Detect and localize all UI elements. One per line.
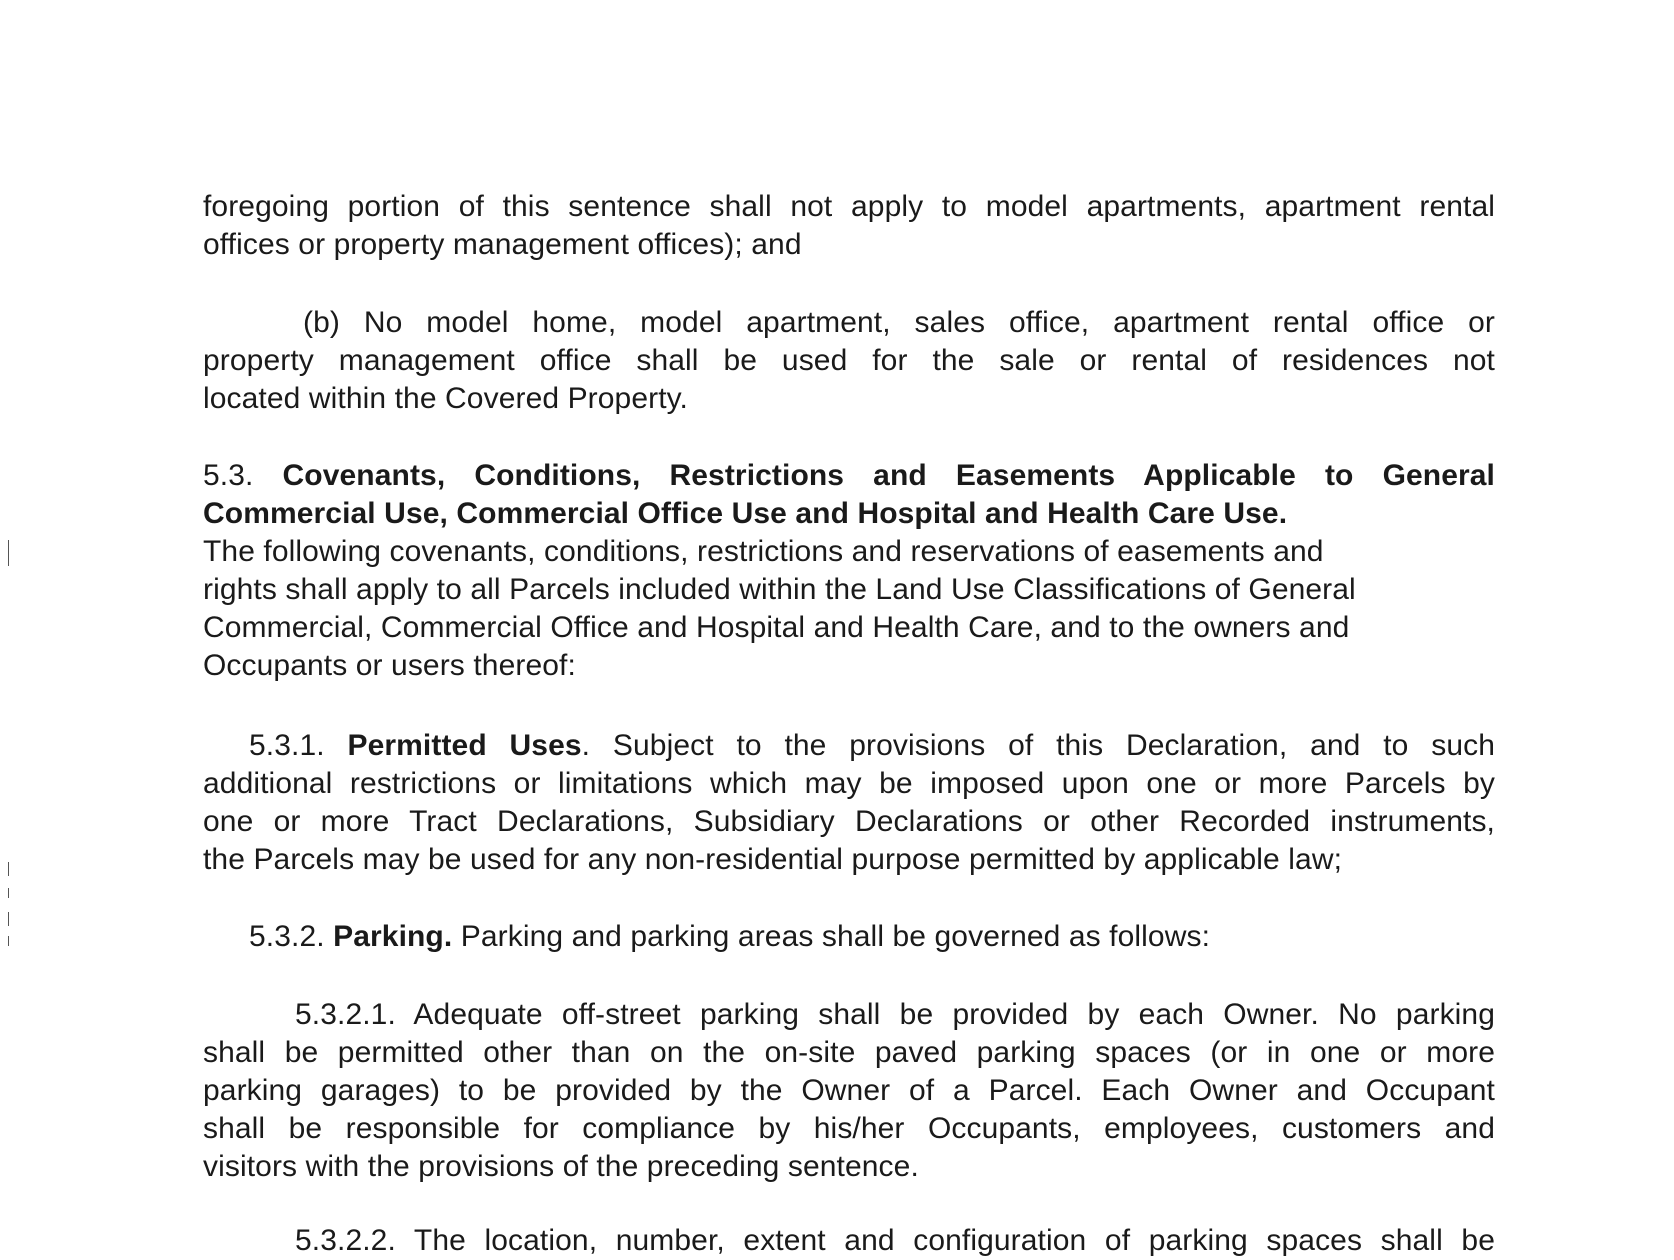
- text-line: additional restrictions or limitations which may be imposed upon one or more Parcels by: [203, 767, 1495, 800]
- text-line: . Subject to the provisions of this Declaration, and to such: [581, 729, 1495, 762]
- text-line: rights shall apply to all Parcels included within the Land Use Classifications of General: [203, 573, 1356, 606]
- text-line: foregoing portion of this sentence shall not apply to model apartments, apartment rental: [203, 190, 1495, 223]
- text-line: parking garages) to be provided by the Owner of a Parcel. Each Owner and Occupant: [203, 1074, 1495, 1107]
- paragraph-b: [203, 304, 1495, 418]
- text-line: one or more Tract Declarations, Subsidiary Declarations or other Recorded instruments,: [203, 805, 1495, 838]
- text-line: 5.3.2.1. Adequate off-street parking shall be provided by each Owner. No parking: [295, 998, 1495, 1031]
- margin-mark: [8, 540, 9, 566]
- text-line: Parking and parking areas shall be governed as follows:: [460, 920, 1211, 953]
- section-number: 5.3.2.: [249, 920, 325, 953]
- continuation-paragraph: [203, 188, 1495, 264]
- text-line: offices or property management offices); and: [203, 228, 802, 261]
- text-line: The following covenants, conditions, restrictions and reservations of easements and: [203, 535, 1324, 568]
- section-5-3-2: [203, 918, 1495, 956]
- text-line: property management office shall be used for the sale or rental of residences not: [203, 344, 1495, 377]
- section-heading-text: Permitted Uses: [347, 729, 582, 762]
- text-line: (b) No model home, model apartment, sales office, apartment rental office or: [303, 306, 1495, 339]
- text-line: 5.3.2.2. The location, number, extent and configuration of parking spaces shall be: [295, 1224, 1495, 1257]
- section-heading-text: Parking.: [333, 920, 453, 953]
- text-line: shall be responsible for compliance by his/her Occupants, employees, customers and: [203, 1112, 1495, 1145]
- section-5-3-2-1: [203, 996, 1495, 1186]
- section-heading: [203, 918, 1495, 956]
- section-heading: [203, 457, 1495, 495]
- margin-mark: [8, 936, 9, 946]
- text-line: the Parcels may be used for any non-residential purpose permitted by applicable law;: [203, 843, 1343, 876]
- section-5-3-1: [203, 727, 1495, 879]
- margin-mark: [8, 862, 9, 876]
- margin-mark: [8, 912, 9, 926]
- section-5-3: [203, 457, 1495, 685]
- section-5-3-2-2-partial: [203, 1222, 1495, 1260]
- section-heading: [203, 727, 1495, 765]
- section-number: 5.3.: [203, 459, 254, 492]
- margin-mark: [8, 888, 9, 898]
- section-number: 5.3.1.: [249, 729, 325, 762]
- text-line: Commercial, Commercial Office and Hospital and Health Care, and to the owners and: [203, 611, 1350, 644]
- text-line: located within the Covered Property.: [203, 382, 688, 415]
- text-line: shall be permitted other than on the on-site paved parking spaces (or in one or more: [203, 1036, 1495, 1069]
- section-heading-text: Covenants, Conditions, Restrictions and Easements Applicable to General: [282, 459, 1495, 492]
- section-heading-text: Commercial Use, Commercial Office Use and Hospital and Health Care Use.: [203, 497, 1288, 530]
- text-line: Occupants or users thereof:: [203, 649, 576, 682]
- text-line: visitors with the provisions of the preceding sentence.: [203, 1150, 919, 1183]
